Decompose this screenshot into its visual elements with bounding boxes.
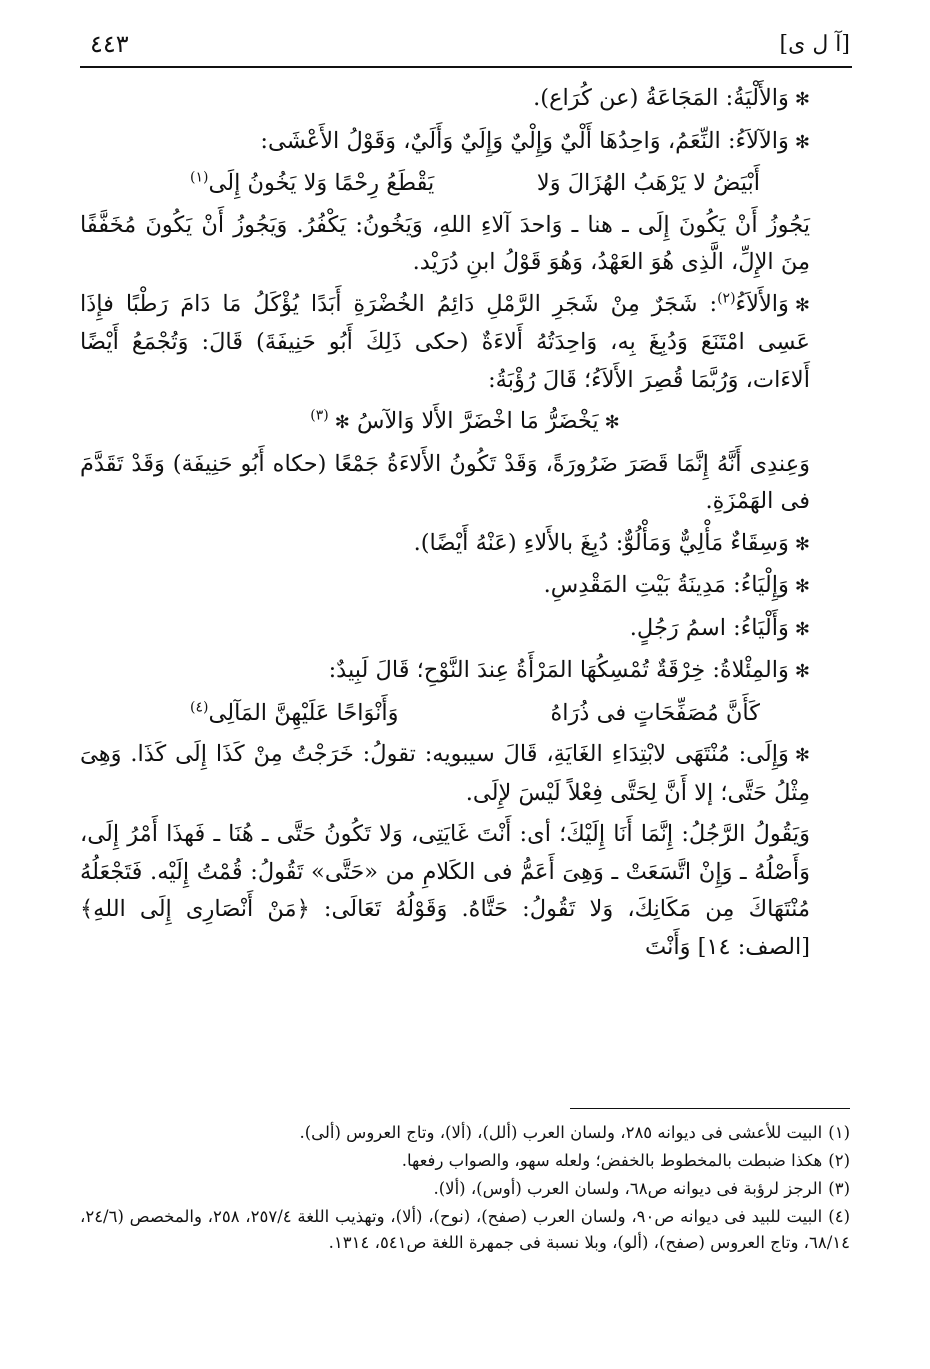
page-header bbox=[90, 28, 850, 68]
quran-reference: [الصف: ١٤] وَأَنْتَ bbox=[645, 933, 810, 960]
footnote-ref-4: (٤) bbox=[190, 699, 209, 715]
verse-ru-bah: ✻يَخْضَرُّ مَا اخْضَرَّ الأَلا وَالآسُ ✻$^{(٣)}$ bbox=[310, 407, 620, 434]
entry-alaa-tree: ✻وَالأَلاَءُ$^{(٢)}$: شَجَرٌ مِنْ شَجَرِ الرَّمْلِ دَائِمُ الخُضْرَةِ أَبَدًا يُؤْكَلُ مَا دَامَ رَطْبًا فإِذَا عَسِى امْتَنَعَ وَدُبِغَ بِه، وَاحِدَتُهُ أَلاءَةٌ (حكى ذَلِكَ أَبُو حَنِيفَةَ) قَالَ: وَتُجْمَعُ أَيْضًا أَلاءَات، وَرُبَّمَا قُصِرَ الأَلاَءُ؛ قَالَ رُؤْبَةُ: bbox=[80, 290, 810, 393]
footnote-2: (٢)هكذا ضبطت بالمخطوط بالخفض؛ ولعله سهو، والصواب رفعها. bbox=[401, 1151, 850, 1170]
asterisk-icon: ✻ bbox=[794, 89, 810, 110]
paragraph-commentary: يَجُوزُ أَنْ يَكُونَ إِلَى ـ هنا ـ وَاحدَ آلاءِ اللهِ، وَيَخُونُ: يَكْفُرُ. وَيَجُوزُ أَنْ يَكُونَ مُخَفَّفًا مِنَ الإِلِّ، الَّذِى هُوَ العَهْدُ، وَهُوَ قَوْلُ ابنِ دُرَيْد. bbox=[80, 211, 810, 275]
page-number: ٤٤٣ bbox=[90, 30, 129, 58]
asterisk-icon: ✻ bbox=[794, 618, 810, 640]
footnote-rule bbox=[570, 1108, 850, 1109]
paragraph-ila-usage: وَيَقُولُ الرَّجُلُ: إِنَّمَا أَنَا إِلَيْكَ؛ أى: أَنْتَ غَايَتِى، وَلا تَكُونُ حَتَّى ـ هُنَا ـ فَهذَا أَمْرُ إِلَى، وَأَصْلُهُ ـ وَإِنْ اتَّسَعَتْ ـ وَهِىَ أَعَمُّ فى الكَلامِ من «حَتَّى» تَقُولُ: قُمْتُ إِلَيْه. فَتَجْعَلُهُ مُنْتَهَاكَ مِن مَكَانِكَ، وَلا تَقُولُ: حَتَّاهُ. وَقَوْلُهُ تَعَالَى: ﴿مَنْ أَنْصَارِى إِلَى اللهِ﴾ [الصف: ١٤] وَأَنْتَ bbox=[80, 821, 810, 960]
entry-alya: ✻وَأَلْيَاءُ: اسمُ رَجُلٍ. bbox=[629, 614, 810, 641]
asterisk-icon: ✻ bbox=[794, 131, 810, 153]
running-head: [آ ل ى] bbox=[779, 32, 850, 57]
footnote-4: (٤)البيت للبيد فى ديوانه ص٩٠، ولسان العرب (صفح)، (نوح)، (ألا)، وتهذيب اللغة ٢٥٧/٤، ٢٥٨، والمخصص (٢٤/٦، ٦٨/١٤، وتاج العروس (صفح)، (ألو)، وبلا نسبة فى جمهرة اللغة ص٥٤١، ١٣١٤. bbox=[80, 1207, 850, 1252]
verse-hemistich-second: وَأَنْوَاحًا عَلَيْهِنَّ المَآلِى$^{(٤)}$ bbox=[190, 699, 399, 726]
main-text bbox=[80, 80, 850, 970]
quran-quote: ﴿مَنْ أَنْصَارِى إِلَى اللهِ﴾ bbox=[80, 896, 310, 922]
paragraph-qasr: وَعِندِى أَنَّهُ إِنَّمَا قَصَرَ ضَرُورَةً، وَقَدْ تَكُونُ الأَلاءَةُ جَمْعًا (حكاه أَبُو حَنِيفَة) وَقَدْ تَقَدَّمَ فى الهَمْزَةِ. bbox=[80, 450, 810, 514]
entry-iliya: ✻وَإِلْيَاءُ: مَدِينَةُ بَيْتِ المَقْدِسِ. bbox=[543, 572, 810, 598]
entry-siqa: ✻وَسِقَاءٌ مَأْلِيٌّ وَمَأْلُوٌّ: دُبِغَ بالأَلاءِ (عَنْهُ أَيْضًا). bbox=[413, 529, 810, 556]
footnote-ref-3: (٣) bbox=[310, 407, 329, 424]
asterisk-icon: ✻ bbox=[794, 576, 810, 597]
verse-a-sha bbox=[80, 165, 850, 203]
footnote-ref-1: (١) bbox=[190, 169, 209, 186]
entry-ila: ✻وَإِلَى: مُنْتَهَى لابْتِدَاءِ الغَايَةِ، قَالَ سيبويه: تقولُ: خَرَجْتُ مِنْ كَذَا إِلَى كَذَا. وَهِىَ مِثْلُ حَتَّى؛ إلا أَنَّ لِحَتَّى فِعْلاً لَيْسَ لإِلَى. bbox=[80, 741, 810, 806]
verse-hemistich-second: يَقْطَعُ رِحْمًا وَلا يَخُونُ إِلَى$^{(١)}$ bbox=[190, 169, 435, 196]
entry-mi-lah: ✻وَالمِئْلاةُ: خِرْقَةٌ تُمْسِكُهَا المَرْأَةُ عِندَ النَّوْحِ؛ قَالَ لَبِيدٌ: bbox=[328, 657, 810, 683]
asterisk-icon: ✻ bbox=[794, 661, 810, 682]
header-rule bbox=[80, 66, 852, 68]
footnote-1: (١)البيت للأعشى فى ديوانه ٢٨٥، ولسان العرب (ألل)، (ألا)، وتاج العروس (ألى). bbox=[299, 1123, 850, 1142]
asterisk-icon: ✻ bbox=[794, 294, 810, 316]
verse-hemistich-first: كَأَنَّ مُصَفِّحَاتٍ فى ذُرَاهُ bbox=[550, 699, 760, 726]
entry-alyah: ✻وَالأَلْيَةُ: المَجَاعَةُ (عن كُرَاع). bbox=[533, 85, 810, 111]
asterisk-icon: ✻ bbox=[604, 412, 620, 433]
asterisk-icon: ✻ bbox=[334, 412, 350, 433]
verse-labid bbox=[80, 695, 850, 733]
footnote-3: (٣)الرجز لرؤبة فى ديوانه ص٦٨، ولسان العرب (أوس)، (ألا). bbox=[433, 1179, 850, 1198]
footnotes bbox=[80, 1120, 850, 1258]
asterisk-icon: ✻ bbox=[794, 533, 810, 555]
asterisk-icon: ✻ bbox=[794, 745, 810, 766]
verse-hemistich-first: أَبْيَضُ لا يَرْهَبُ الهُزَالَ وَلا bbox=[536, 170, 760, 196]
footnote-ref-2: (٢) bbox=[717, 290, 736, 306]
entry-alaa-ni-am: ✻وَالآلاَءُ: النِّعَمُ، وَاحِدُهَا أَلْيٌ وَإِلْيٌ وَإِلَيٌ وَأَلَيٌ، وَقَوْلُ الأَعْشَى: bbox=[260, 127, 810, 154]
